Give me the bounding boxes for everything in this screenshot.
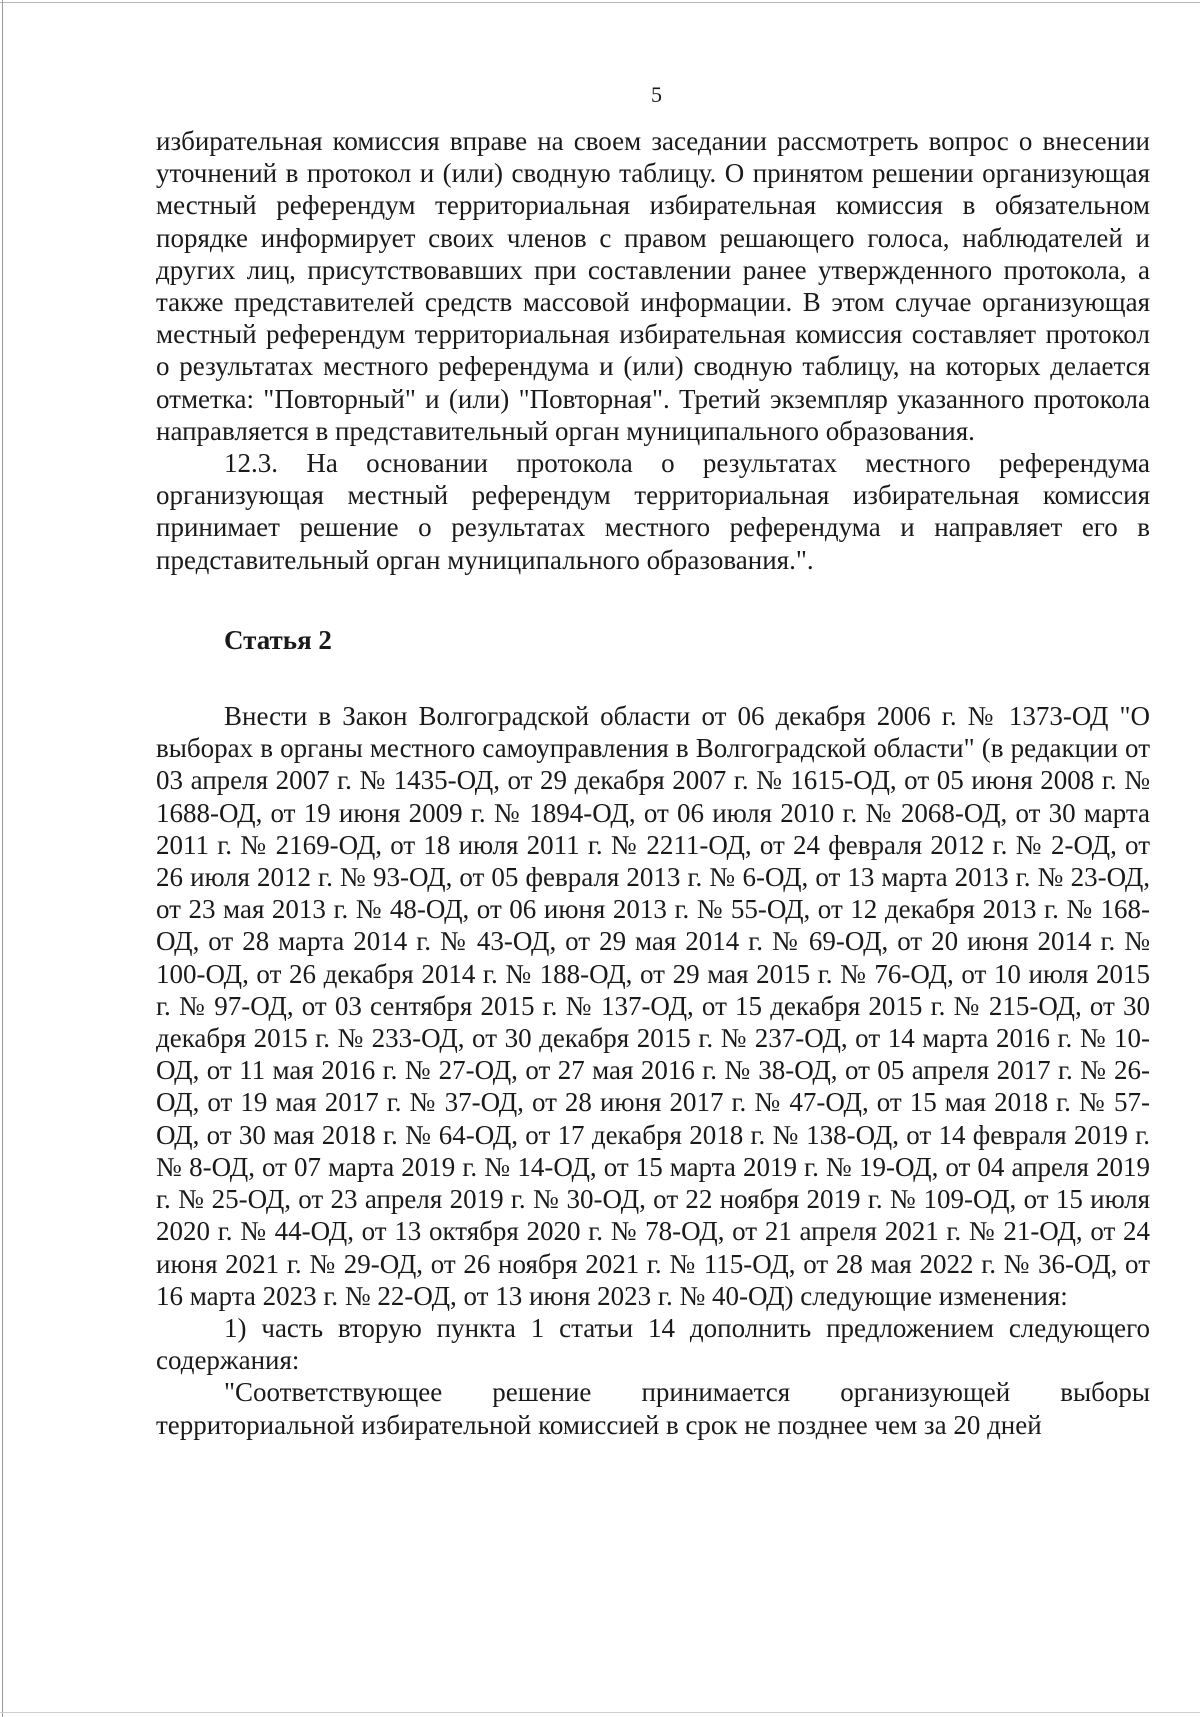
paragraph-amendment-intro: Внести в Закон Волгоградской области от 06 декабря 2006 г. № 1373-ОД "О выборах в органы местного самоуправления в Волгоградской области" (в редакции от 03 апреля 2007 г. № 1435-ОД, от 29 декабря 2007 г. № 1615-ОД, от 05 июня 2008 г. № 1688-ОД, от 19 июня 2009 г. № 1894-ОД, от 06 июля 2010 г. № 2068-ОД, от 30 марта 2011 г. № 2169-ОД, от 18 июля 2011 г. № 2211-ОД, от 24 февраля 2012 г. № 2-ОД, от 26 июля 2012 г. № 93-ОД, от 05 февраля 2013 г. № 6-ОД, от 13 марта 2013 г. № 23-ОД, от 23 мая 2013 г. № 48-ОД, от 06 июня 2013 г. № 55-ОД, от 12 декабря 2013 г. № 168-ОД, от 28 марта 2014 г. № 43-ОД, от 29 мая 2014 г. № 69-ОД, от 20 июня 2014 г. № 100-ОД, от 26 декабря 2014 г. № 188-ОД, от 29 мая 2015 г. № 76-ОД, от 10 июля 2015 г. № 97-ОД, от 03 сентября 2015 г. № 137-ОД, от 15 декабря 2015 г. № 215-ОД, от 30 декабря 2015 г. № 233-ОД, от 30 декабря 2015 г. № 237-ОД, от 14 марта 2016 г. № 10-ОД, от 11 мая 2016 г. № 27-ОД, от 27 мая 2016 г. № 38-ОД, от 05 апреля 2017 г. № 26-ОД, от 19 мая 2017 г. № 37-ОД, от 28 июня 2017 г. № 47-ОД, от 15 мая 2018 г. № 57-ОД, от 30 мая 2018 г. № 64-ОД, от 17 декабря 2018 г. № 138-ОД, от 14 февраля 2019 г. № 8-ОД, от 07 марта 2019 г. № 14-ОД, от 15 марта 2019 г. № 19-ОД, от 04 апреля 2019 г. № 25-ОД, от 23 апреля 2019 г. № 30-ОД, от 22 ноября 2019 г. № 109-ОД, от 15 июля 2020 г. № 44-ОД, от 13 октября 2020 г. № 78-ОД, от 21 апреля 2021 г. № 21-ОД, от 24 июня 2021 г. № 29-ОД, от 26 ноября 2021 г. № 115-ОД, от 28 мая 2022 г. № 36-ОД, от 16 марта 2023 г. № 22-ОД, от 13 июня 2023 г. № 40-ОД) следующие изменения: (156, 701, 1150, 1311)
scan-edge-bottom (0, 1712, 1200, 1713)
scan-edge-left (2, 0, 3, 1717)
paragraph-12-3: 12.3. На основании протокола о результатах местного референдума организующая местный референдум территориальная избирательная комиссия принимает решение о результатах местного референдума и направляет его в представительный орган муниципального образования.". (156, 448, 1150, 575)
paragraph-continuation: избирательная комиссия вправе на своем заседании рассмотреть вопрос о внесении уточнений в протокол и (или) сводную таблицу. О принятом решении организующая местный референдум территориальная избирательная комиссия в обязательном порядке информирует своих членов с правом решающего голоса, наблюдателей и других лиц, присутствовавших при составлении ранее утвержденного протокола, а также представителей средств массовой информации. В этом случае организующая местный референдум территориальная избирательная комиссия составляет протокол о результатах местного референдума и (или) сводную таблицу, на которых делается отметка: "Повторный" и (или) "Повторная". Третий экземпляр указанного протокола направляется в представительный орган муниципального образования. (156, 126, 1150, 446)
paragraph-item-1: 1) часть вторую пункта 1 статьи 14 дополнить предложением следующего содержания: (156, 1312, 1150, 1376)
page-number: 5 (651, 82, 662, 107)
paragraph-quoted-text: "Соответствующее решение принимается организующей выборы территориальной избирательной комиссией в срок не позднее чем за 20 дней (156, 1377, 1150, 1440)
scan-edge-top (0, 2, 1200, 3)
article-heading: Статья 2 (224, 624, 332, 655)
document-body (156, 125, 1150, 1441)
